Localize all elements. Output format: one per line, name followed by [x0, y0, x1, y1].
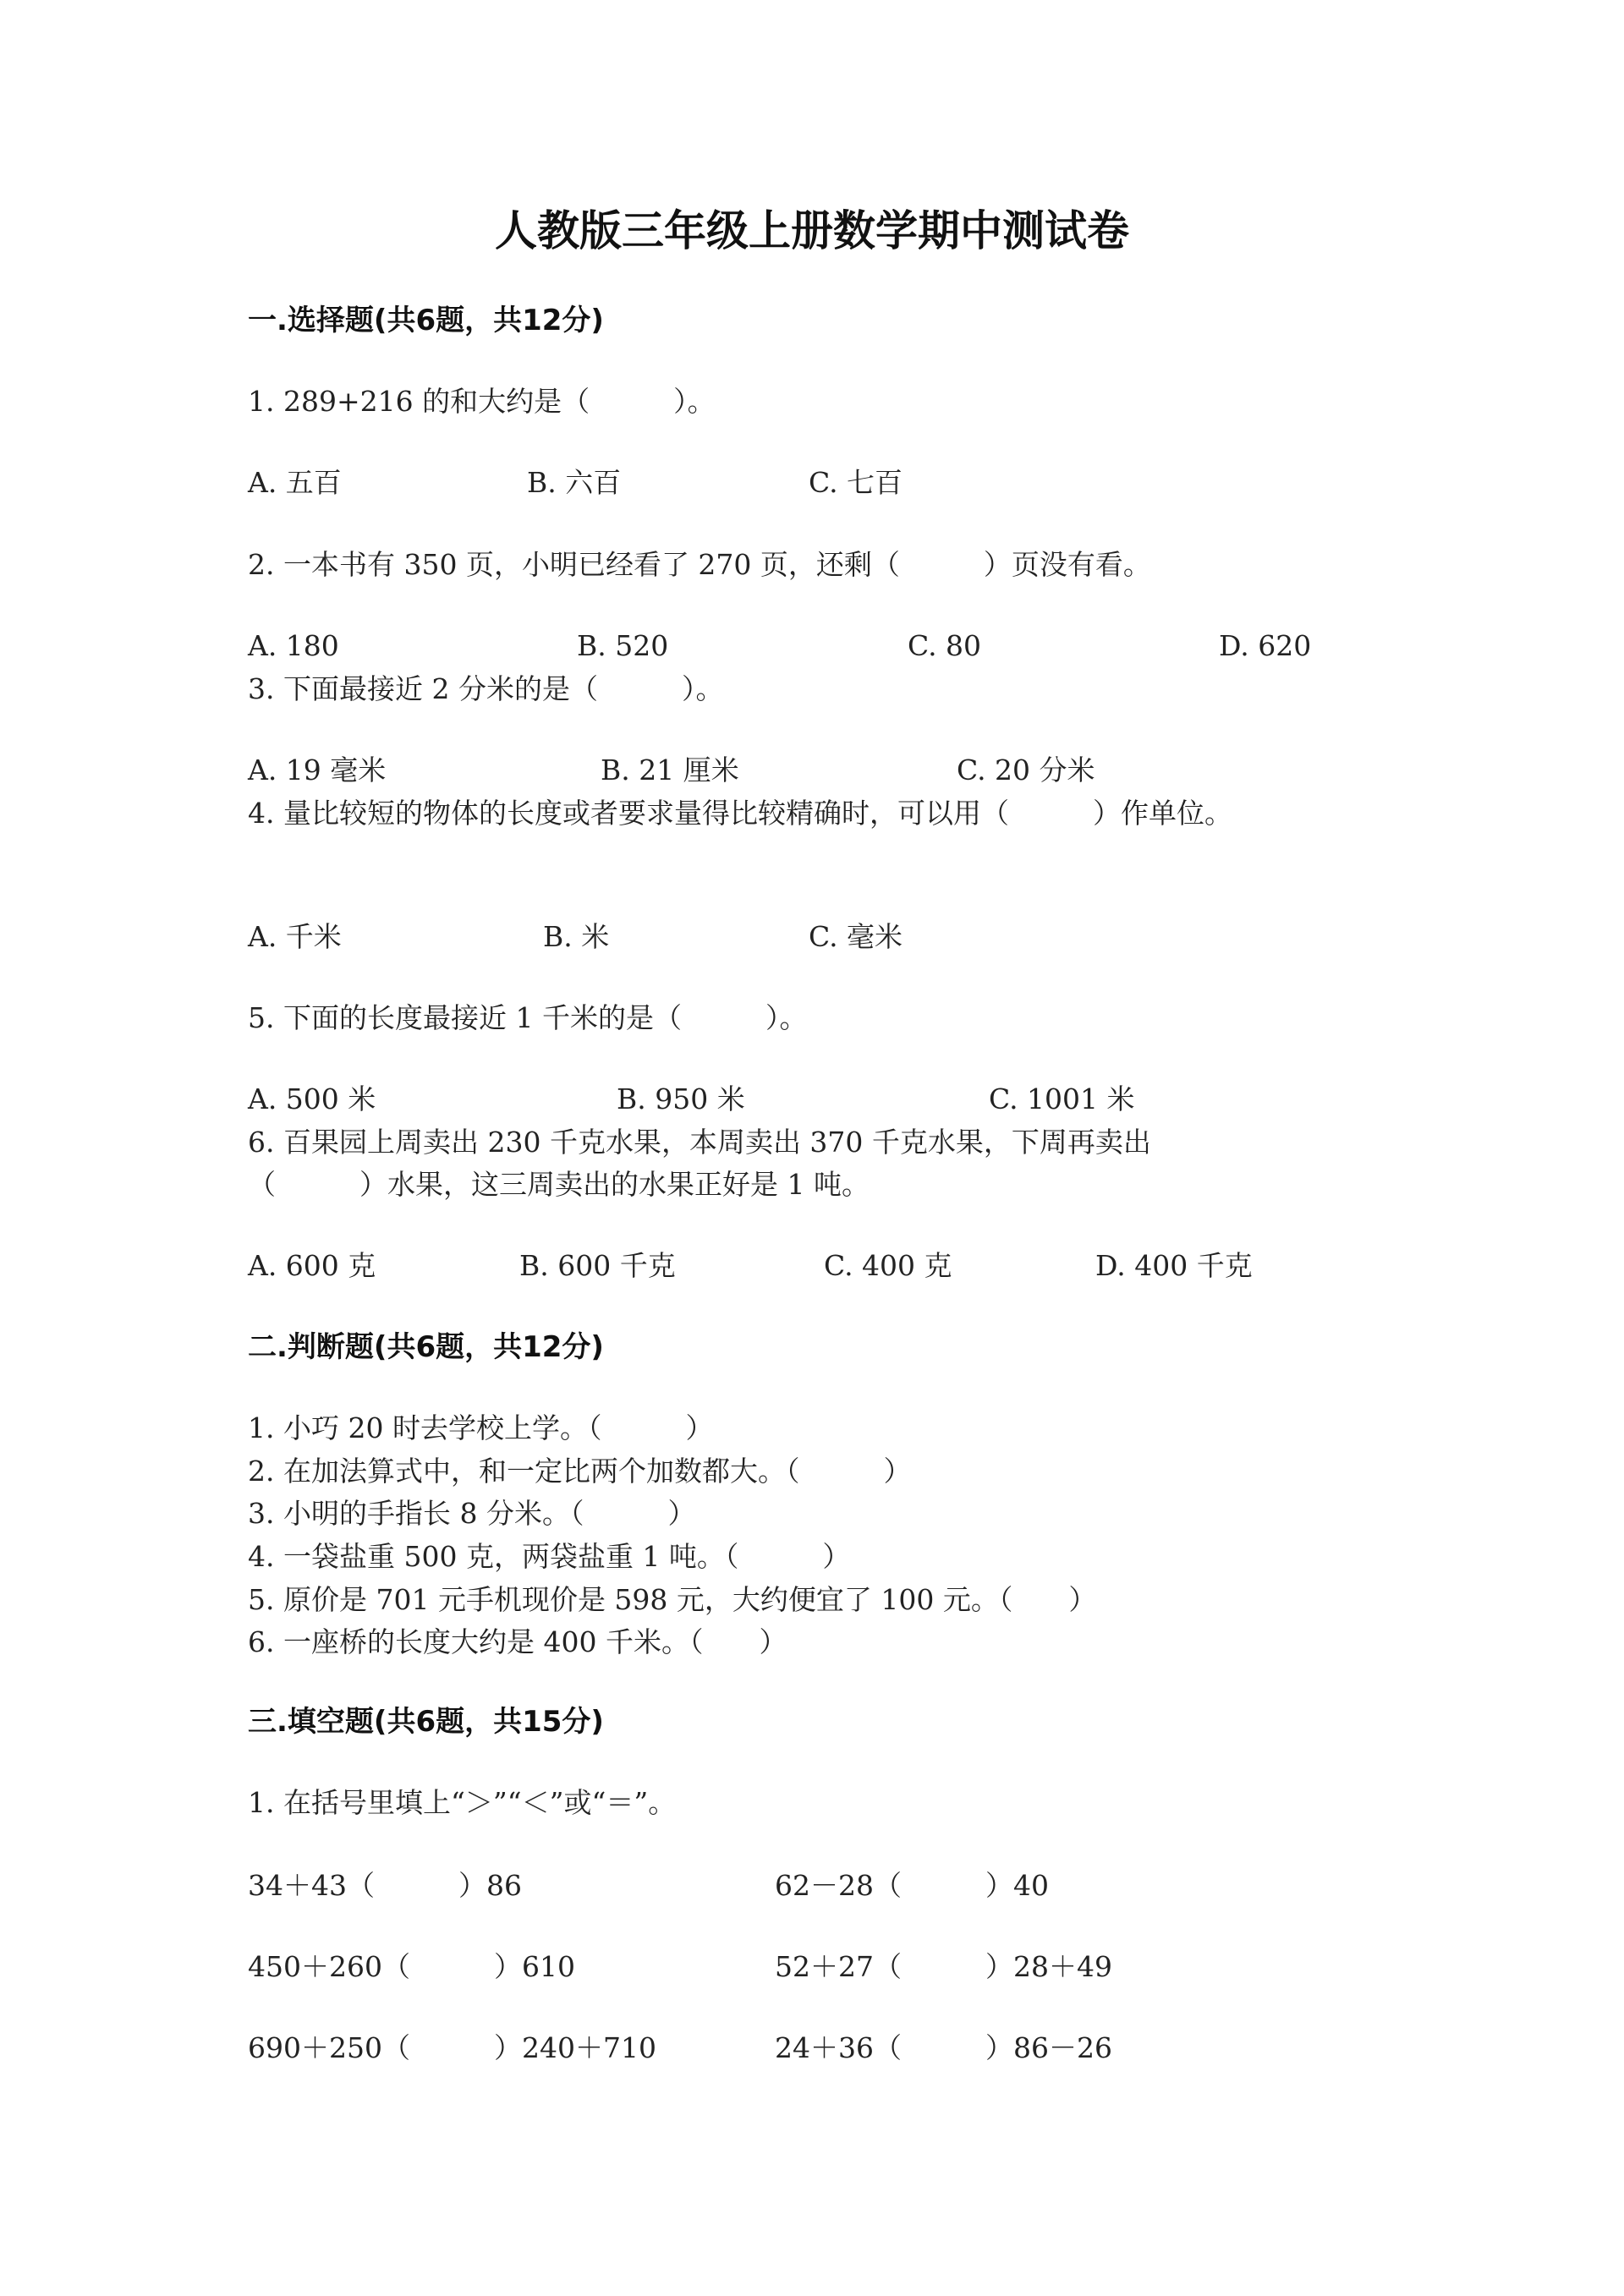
option-b[interactable]: B. 21 厘米: [601, 753, 739, 786]
comparison-expression: 690＋250（ ）240＋710: [248, 2031, 656, 2064]
option-b[interactable]: B. 950 米: [617, 1082, 745, 1115]
option-c[interactable]: C. 七百: [809, 466, 903, 499]
comparison-expression: 62－28（ ）40: [775, 1869, 1049, 1902]
comparison-expression: 52＋27（ ）28＋49: [775, 1950, 1112, 1983]
comparison-expression: 450＋260（ ）610: [248, 1950, 575, 1983]
judgement-item: 2. 在加法算式中，和一定比两个加数都大。（ ）: [248, 1455, 912, 1488]
section-header-judgement: 二.判断题(共6题，共12分): [248, 1330, 604, 1364]
judgement-item: 5. 原价是 701 元手机现价是 598 元，大约便宜了 100 元。（ ）: [248, 1583, 1097, 1616]
option-b[interactable]: B. 米: [543, 920, 610, 953]
section-header-choice: 一.选择题(共6题，共12分): [248, 304, 604, 337]
option-d[interactable]: D. 400 千克: [1095, 1249, 1253, 1282]
judgement-item: 1. 小巧 20 时去学校上学。（ ）: [248, 1411, 714, 1444]
option-a[interactable]: A. 500 米: [248, 1082, 376, 1115]
option-a[interactable]: A. 19 毫米: [248, 753, 387, 786]
option-a[interactable]: A. 千米: [248, 920, 342, 953]
option-c[interactable]: C. 毫米: [809, 920, 903, 953]
option-b[interactable]: B. 520: [577, 629, 669, 662]
question-text: 5. 下面的长度最接近 1 千米的是（ ）。: [248, 1001, 808, 1034]
judgement-item: 3. 小明的手指长 8 分米。（ ）: [248, 1497, 696, 1530]
option-d[interactable]: D. 620: [1219, 629, 1312, 662]
option-a[interactable]: A. 五百: [248, 466, 342, 499]
option-c[interactable]: C. 1001 米: [989, 1082, 1135, 1115]
question-text-continued: （ ）水果，这三周卖出的水果正好是 1 吨。: [248, 1168, 870, 1201]
question-text: 3. 下面最接近 2 分米的是（ ）。: [248, 672, 724, 705]
option-c[interactable]: C. 20 分米: [957, 753, 1095, 786]
option-a[interactable]: A. 600 克: [248, 1249, 376, 1282]
page-title: 人教版三年级上册数学期中测试卷: [495, 206, 1129, 255]
option-a[interactable]: A. 180: [248, 629, 339, 662]
comparison-expression: 34＋43（ ）86: [248, 1869, 522, 1902]
option-c[interactable]: C. 400 克: [824, 1249, 952, 1282]
option-b[interactable]: B. 600 千克: [519, 1249, 676, 1282]
question-text: 2. 一本书有 350 页，小明已经看了 270 页，还剩（ ）页没有看。: [248, 548, 1151, 581]
section-header-fill-blank: 三.填空题(共6题，共15分): [248, 1705, 604, 1739]
judgement-item: 4. 一袋盐重 500 克，两袋盐重 1 吨。（ ）: [248, 1540, 851, 1573]
option-b[interactable]: B. 六百: [527, 466, 622, 499]
judgement-item: 6. 一座桥的长度大约是 400 千米。（ ）: [248, 1625, 787, 1658]
question-text: 1. 在括号里填上“＞”“＜”或“＝”。: [248, 1786, 677, 1819]
question-text: 6. 百果园上周卖出 230 千克水果，本周卖出 370 千克水果，下周再卖出: [248, 1126, 1151, 1159]
question-text: 1. 289+216 的和大约是（ ）。: [248, 385, 716, 418]
option-c[interactable]: C. 80: [908, 629, 982, 662]
question-text: 4. 量比较短的物体的长度或者要求量得比较精确时，可以用（ ）作单位。: [248, 797, 1232, 830]
comparison-expression: 24＋36（ ）86－26: [775, 2031, 1112, 2064]
